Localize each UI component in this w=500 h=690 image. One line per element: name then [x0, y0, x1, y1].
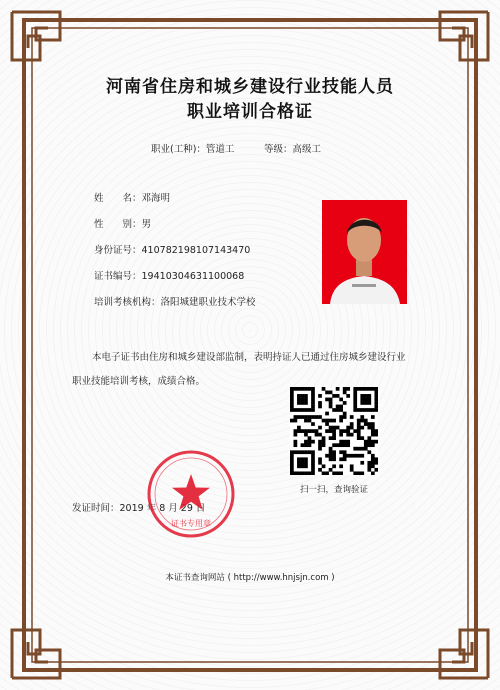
field-label: 身份证号：: [94, 245, 142, 256]
field-label: 证书编号：: [94, 271, 142, 282]
field-gender: [94, 216, 151, 230]
field-value: 邓海明: [141, 193, 171, 204]
statement-line1: 本电子证书由住房和城乡建设部监制，表明持证人已通过住房城乡建设行业: [92, 352, 406, 363]
field-label: 培训考核机构：: [94, 297, 161, 308]
occupation-label: 职业(工种)：: [151, 144, 206, 155]
statement: [72, 346, 442, 394]
certificate-title-line2: 职业培训合格证: [187, 102, 313, 122]
holder-photo: [322, 200, 407, 304]
qr-icon: [290, 387, 378, 475]
field-label: 性 别：: [94, 219, 142, 230]
verification-qr-code[interactable]: [290, 387, 378, 475]
footer-query-website: 本证书查询网站 ( http://www.hnjsjn.com ): [165, 573, 335, 583]
official-seal: [145, 448, 237, 540]
person-portrait: [322, 200, 407, 304]
field-value: 洛阳城建职业技术学校: [160, 297, 256, 308]
level-row: [264, 141, 321, 155]
field-value: 410782198107143470: [141, 245, 251, 256]
level-label: 等级：: [264, 144, 293, 155]
certificate-title-line1: 河南省住房和城乡建设行业技能人员: [106, 77, 394, 97]
level-value: 高级工: [292, 144, 322, 155]
field-id-number: [94, 242, 250, 256]
seal-text: 证书专用章: [171, 519, 211, 528]
field-certificate-number: [94, 268, 244, 282]
occupation-row: [151, 141, 234, 155]
statement-line2: 职业技能培训考核，成绩合格。: [72, 376, 206, 387]
field-label: 姓 名：: [94, 193, 142, 204]
field-name: [94, 190, 170, 204]
occupation-value: 管道工: [205, 144, 235, 155]
qr-caption: 扫一扫，查询验证: [300, 485, 369, 495]
field-training-institution: [94, 294, 256, 308]
field-value: 19410304631100068: [141, 271, 245, 282]
field-value: 男: [141, 219, 152, 230]
issue-date: 发证时间：2019 年 8 月 29 日: [72, 503, 206, 514]
